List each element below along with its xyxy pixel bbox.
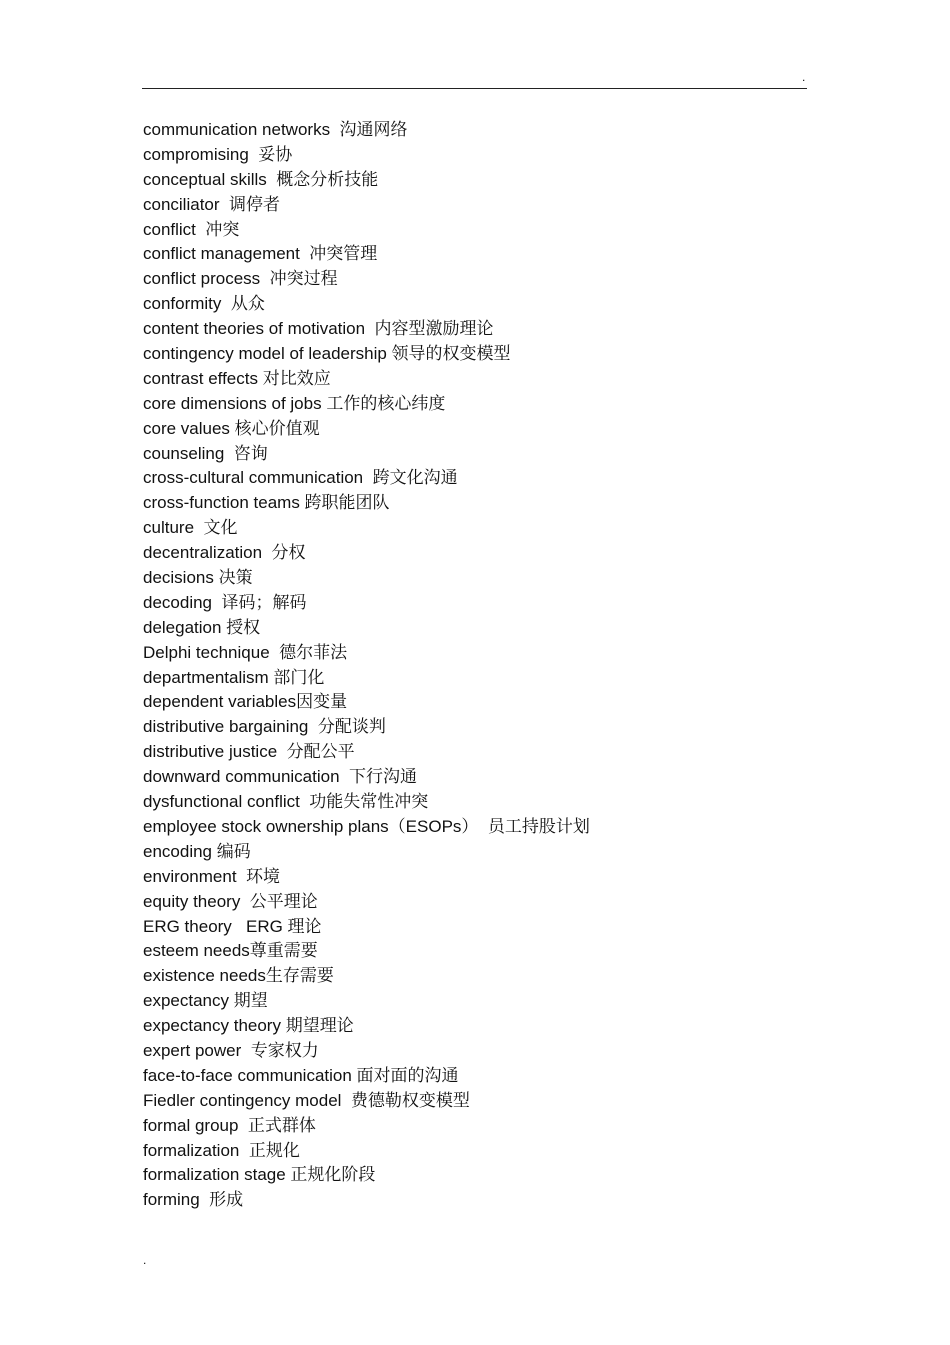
glossary-entry: core values 核心价值观 [143,418,320,438]
glossary-entry: environment 环境 [143,866,280,886]
glossary-entry: esteem needs尊重需要 [143,941,318,961]
glossary-entry: departmentalism 部门化 [143,667,325,687]
glossary-entry: forming 形成 [143,1190,244,1210]
glossary-entry: compromising 妥协 [143,144,293,164]
glossary-entry: culture 文化 [143,518,238,538]
glossary-entry: face-to-face communication 面对面的沟通 [143,1065,459,1085]
glossary-entry: counseling 咨询 [143,443,268,463]
glossary-entry: conformity 从众 [143,294,265,314]
glossary-entry: cross-function teams 跨职能团队 [143,493,390,513]
glossary-entry: dependent variables因变量 [143,692,348,712]
glossary-entry: employee stock ownership plans（ESOPs） 员工持股计划 [143,816,590,836]
footer-mark: . [143,1253,147,1267]
glossary-entry: ERG theory ERG 理论 [143,916,322,936]
glossary-entry: conflict 冲突 [143,219,240,239]
glossary-entry: cross-cultural communication 跨文化沟通 [143,468,458,488]
glossary-entry: communication networks 沟通网络 [143,120,408,139]
glossary-entry: expert power 专家权力 [143,1040,319,1060]
header-mark: . [802,70,806,84]
glossary-entry: conflict process 冲突过程 [143,269,338,289]
glossary-entry: expectancy theory 期望理论 [143,1016,354,1036]
glossary-entry: contingency model of leadership 领导的权变模型 [143,344,511,364]
glossary-entry: existence needs生存需要 [143,966,334,986]
glossary-entry: formalization 正规化 [143,1140,300,1160]
header-divider [142,88,807,89]
glossary-entry: conceptual skills 概念分析技能 [143,169,379,189]
glossary-entry: expectancy 期望 [143,991,268,1011]
glossary-entry: conciliator 调停者 [143,194,280,214]
glossary-entry: conflict management 冲突管理 [143,244,378,264]
glossary-entry: decisions 决策 [143,568,253,588]
glossary-entry: dysfunctional conflict 功能失常性冲突 [143,792,429,812]
glossary-entry: decentralization 分权 [143,543,306,563]
glossary-entry: Fiedler contingency model 费德勒权变模型 [143,1090,470,1110]
glossary-entry: content theories of motivation 内容型激励理论 [143,319,494,339]
glossary-entry: core dimensions of jobs 工作的核心纬度 [143,393,446,413]
glossary-entry: delegation 授权 [143,617,261,637]
glossary-entry: contrast effects 对比效应 [143,368,331,388]
glossary-entry: formal group 正式群体 [143,1115,316,1135]
glossary-entry: distributive bargaining 分配谈判 [143,717,386,737]
glossary-list [143,118,590,1213]
glossary-entry: Delphi technique 德尔菲法 [143,642,348,662]
glossary-entry: decoding 译码；解码 [143,592,307,612]
glossary-entry: equity theory 公平理论 [143,891,318,911]
glossary-entry: encoding 编码 [143,841,251,861]
glossary-entry: downward communication 下行沟通 [143,767,417,787]
glossary-entry: formalization stage 正规化阶段 [143,1165,376,1185]
glossary-entry: distributive justice 分配公平 [143,742,355,762]
